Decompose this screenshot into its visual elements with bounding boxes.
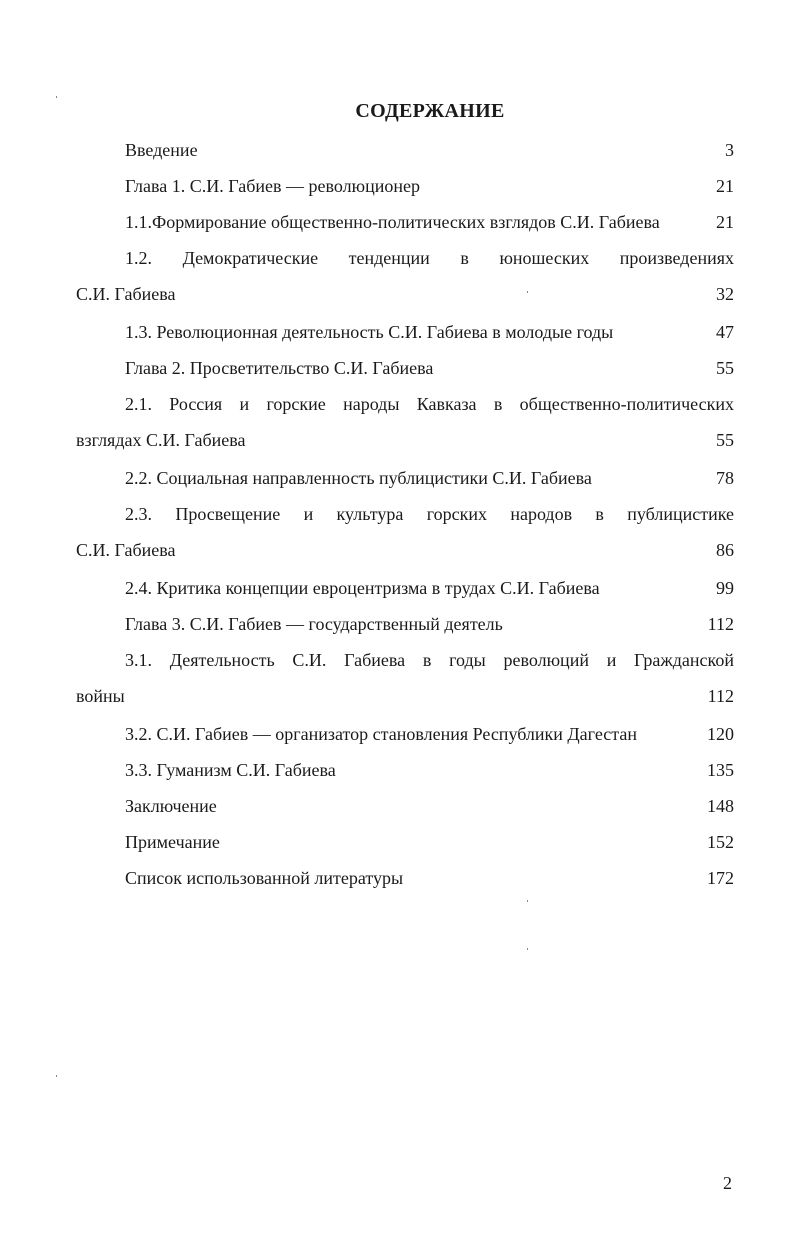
toc-entry-label: Глава 2. Просветительство С.И. Габиева <box>125 358 434 378</box>
toc-entry-label-line2: взглядах С.И. Габиева <box>76 430 246 450</box>
toc-entry-3-2[interactable] <box>76 720 734 756</box>
toc-entry-page: 112 <box>707 614 734 634</box>
toc-entry-label-line2: войны <box>76 686 125 706</box>
toc-entry-label-line2: С.И. Габиева <box>76 284 176 304</box>
toc-entry-label: 2.2. Социальная направленность публицистики С.И. Габиева <box>125 468 592 488</box>
toc-entry-page: 148 <box>707 796 734 816</box>
toc-entry-page: 32 <box>716 284 734 304</box>
toc-entry-2-4[interactable] <box>76 574 734 610</box>
scan-speck <box>527 900 528 902</box>
toc-entry-page: 86 <box>716 540 734 560</box>
toc-entry-page: 172 <box>707 868 734 888</box>
toc-entry-label-line2: С.И. Габиева <box>76 540 176 560</box>
page-title: СОДЕРЖАНИЕ <box>355 100 505 122</box>
toc-entry-1-2[interactable] <box>76 244 734 318</box>
toc-entry-2-3[interactable] <box>76 500 734 574</box>
toc-entry-page: 120 <box>707 724 734 744</box>
toc-entry-label: Глава 3. С.И. Габиев — государственный деятель <box>125 614 503 634</box>
toc-entry-page: 55 <box>716 358 734 378</box>
toc-entry-notes[interactable] <box>76 828 734 864</box>
scan-speck <box>56 1075 57 1077</box>
page-number: 2 <box>723 1173 732 1193</box>
toc-entry-1-3[interactable] <box>76 318 734 354</box>
toc-entry-conclusion[interactable] <box>76 792 734 828</box>
toc-entry-page: 152 <box>707 832 734 852</box>
toc-entry-label-line1: 2.3. Просвещение и культура горских народов в публицистике <box>125 504 734 524</box>
toc-entry-page: 21 <box>716 176 734 196</box>
scan-speck <box>527 948 528 950</box>
toc-entry-3-1[interactable] <box>76 646 734 720</box>
toc-entry-1-1[interactable] <box>76 208 734 244</box>
toc-entry-label: Заключение <box>125 796 217 816</box>
toc-entry-label: 3.3. Гуманизм С.И. Габиева <box>125 760 336 780</box>
toc-entry-page: 135 <box>707 760 734 780</box>
table-of-contents <box>76 136 734 900</box>
toc-entry-page: 99 <box>716 578 734 598</box>
toc-entry-page: 47 <box>716 322 734 342</box>
toc-entry-label: 1.1.Формирование общественно-политических взглядов С.И. Габиева <box>125 212 660 232</box>
toc-entry-chapter-1[interactable] <box>76 172 734 208</box>
scan-speck <box>527 291 528 293</box>
toc-entry-2-1[interactable] <box>76 390 734 464</box>
toc-entry-label: Глава 1. С.И. Габиев — революционер <box>125 176 420 196</box>
toc-entry-label-line1: 1.2. Демократические тенденции в юношеских произведениях <box>125 248 734 268</box>
toc-entry-2-2[interactable] <box>76 464 734 500</box>
toc-entry-label-line1: 2.1. Россия и горские народы Кавказа в общественно-политических <box>125 394 734 414</box>
toc-entry-page: 112 <box>707 686 734 706</box>
toc-entry-introduction[interactable] <box>76 136 734 172</box>
toc-entry-3-3[interactable] <box>76 756 734 792</box>
toc-entry-chapter-3[interactable] <box>76 610 734 646</box>
toc-entry-label: 1.3. Революционная деятельность С.И. Габиева в молодые годы <box>125 322 614 342</box>
toc-entry-label: 3.2. С.И. Габиев — организатор становления Республики Дагестан <box>125 724 637 744</box>
toc-entry-label: 2.4. Критика концепции евроцентризма в трудах С.И. Габиева <box>125 578 600 598</box>
toc-entry-page: 3 <box>725 140 734 160</box>
scan-speck <box>56 96 57 98</box>
toc-entry-page: 78 <box>716 468 734 488</box>
toc-entry-page: 55 <box>716 430 734 450</box>
toc-entry-chapter-2[interactable] <box>76 354 734 390</box>
toc-entry-label: Примечание <box>125 832 220 852</box>
toc-entry-bibliography[interactable] <box>76 864 734 900</box>
toc-entry-label: Введение <box>125 140 198 160</box>
toc-entry-label: Список использованной литературы <box>125 868 404 888</box>
toc-entry-label-line1: 3.1. Деятельность С.И. Габиева в годы революций и Гражданской <box>125 650 734 670</box>
toc-entry-page: 21 <box>716 212 734 232</box>
